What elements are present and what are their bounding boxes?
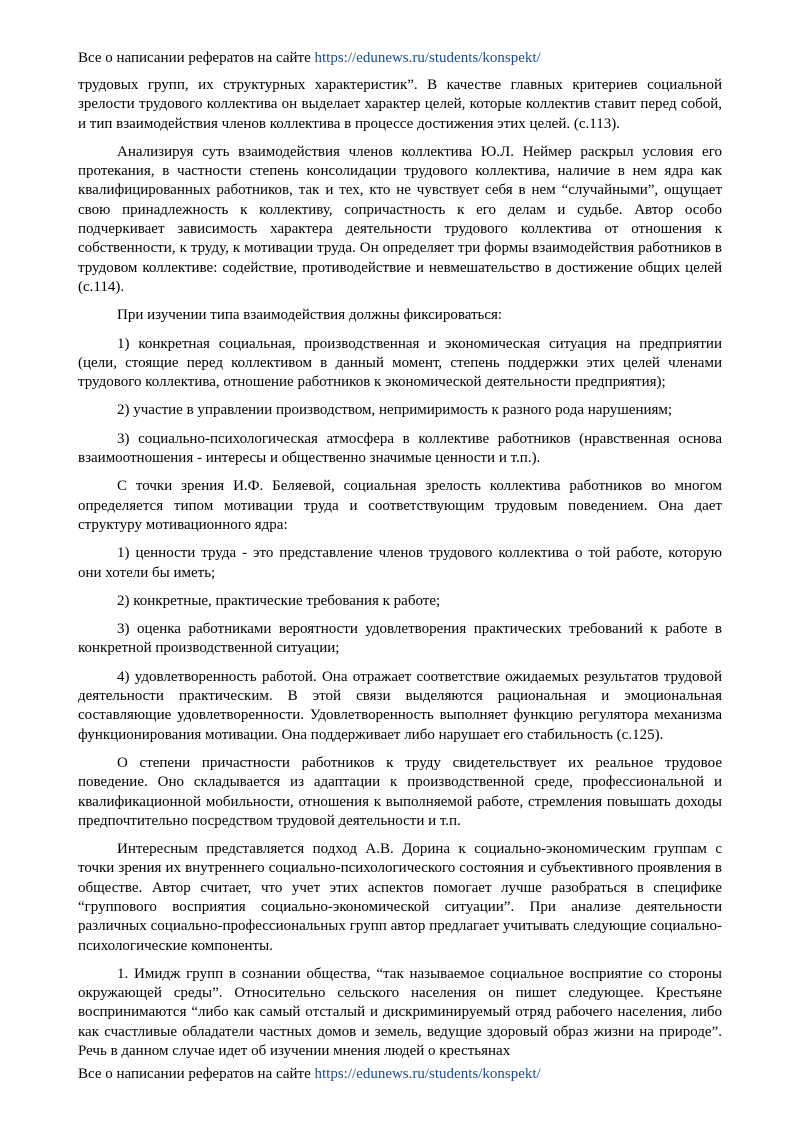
paragraph: трудовых групп, их структурных характеристик”. В качестве главных критериев социальной зрелости трудового коллектива он выделает характер целей, которые коллектив ставит перед собой, и тип взаимодействия членов коллектива в процессе достижения этих целей. (с.113). [78, 77, 722, 132]
list-item: 2) конкретные, практические требования к работе; [117, 592, 441, 609]
paragraph: О степени причастности работников к труду свидетельствует их реальное трудовое поведение. Оно складывается из адаптации к производственной среде, профессиональной и квалификационной мобильности, отношения к выполняемой работе, стремления повышать доходы предпочтительно посредством трудовой деятельности и т.п. [78, 754, 722, 829]
footer-text: Все о написании рефератов на сайте [78, 1066, 315, 1082]
list-item: 3) социально-психологическая атмосфера в коллективе работников (нравственная основа взаимоотношения - интересы и общественно значимые ценности и т.п.). [78, 430, 722, 467]
list-item: 1) конкретная социальная, производственная и экономическая ситуация на предприятии (цели, стоящие перед коллективом в данный момент, степень поддержки этих целей членами трудового коллектива, отношение работников к экономической деятельности предприятия); [78, 335, 722, 391]
document-body [78, 76, 722, 1070]
paragraph: С точки зрения И.Ф. Беляевой, социальная зрелость коллектива работников во многом определяется типом мотивации труда и соответствующим трудовым поведением. Она дает структуру мотивационного ядра: [78, 478, 722, 533]
paragraph: При изучении типа взаимодействия должны фиксироваться: [117, 307, 503, 324]
list-item: 1. Имидж групп в сознании общества, “так называемое социальное восприятие со стороны окружающей среды”. Относительно сельского населения он пишет следующее. Крестьяне воспринимаются “либо как самый отсталый и дискриминируемый отряд рабочего населения, либо как счастливые обладатели частных домов и земель, ведущие здоровый образ жизни на природе”. Речь в данном случае идет об изучении мнения людей о крестьянах [78, 965, 722, 1060]
list-item: 4) удовлетворенность работой. Она отражает соответствие ожидаемых результатов трудовой деятельности практическим. В этой связи выделяются рациональная и эмоциональная составляющие удовлетворенности. Удовлетворенность выполняет функцию регулятора механизма функционирования мотивации. Она поддерживает либо нарушает его стабильность (с.125). [78, 668, 722, 743]
footer-link[interactable]: https://edunews.ru/students/konspekt/ [314, 1066, 541, 1082]
paragraph: Интересным представляется подход А.В. Дорина к социально-экономическим группам с точки зрения их внутреннего социально-психологического состояния и субъективного проявления в обществе. Автор считает, что учет этих аспектов помогает лучше разобраться в специфике “группового восприятия социально-экономической ситуации”. При анализе деятельности различных социально-профессиональных групп автор предлагает учитывать следующие социально-психологические компоненты. [78, 841, 722, 954]
page-footer [78, 1065, 722, 1083]
list-item: 1) ценности труда - это представление членов трудового коллектива о той работе, которую они хотели бы иметь; [78, 545, 722, 581]
list-item: 3) оценка работниками вероятности удовлетворения практических требований к работе в конкретной производственной ситуации; [78, 621, 722, 657]
header-link[interactable]: https://edunews.ru/students/konspekt/ [314, 50, 541, 66]
header-text: Все о написании рефератов на сайте [78, 50, 315, 66]
list-item: 2) участие в управлении производством, непримиримость к разного рода нарушениям; [117, 402, 673, 419]
paragraph: Анализируя суть взаимодействия членов коллектива Ю.Л. Неймер раскрыл условия его протекания, в частности степень консолидации трудового коллектива, наличие в нем ядра как квалифицированных работников, так и тех, кто не чувствует себя в нем “случайными”, ощущает свою принадлежность к коллективу, сопричастность к его делам и судьбе. Автор особо подчеркивает зависимость характера деятельности трудового коллектива от отношения к собственности, к труду, к мотивации труда. Он определяет три формы взаимодействия работников в трудовом коллективе: содействие, противодействие и невмешательство в достижение общих целей (с.114). [78, 143, 722, 295]
page-header [78, 49, 722, 67]
